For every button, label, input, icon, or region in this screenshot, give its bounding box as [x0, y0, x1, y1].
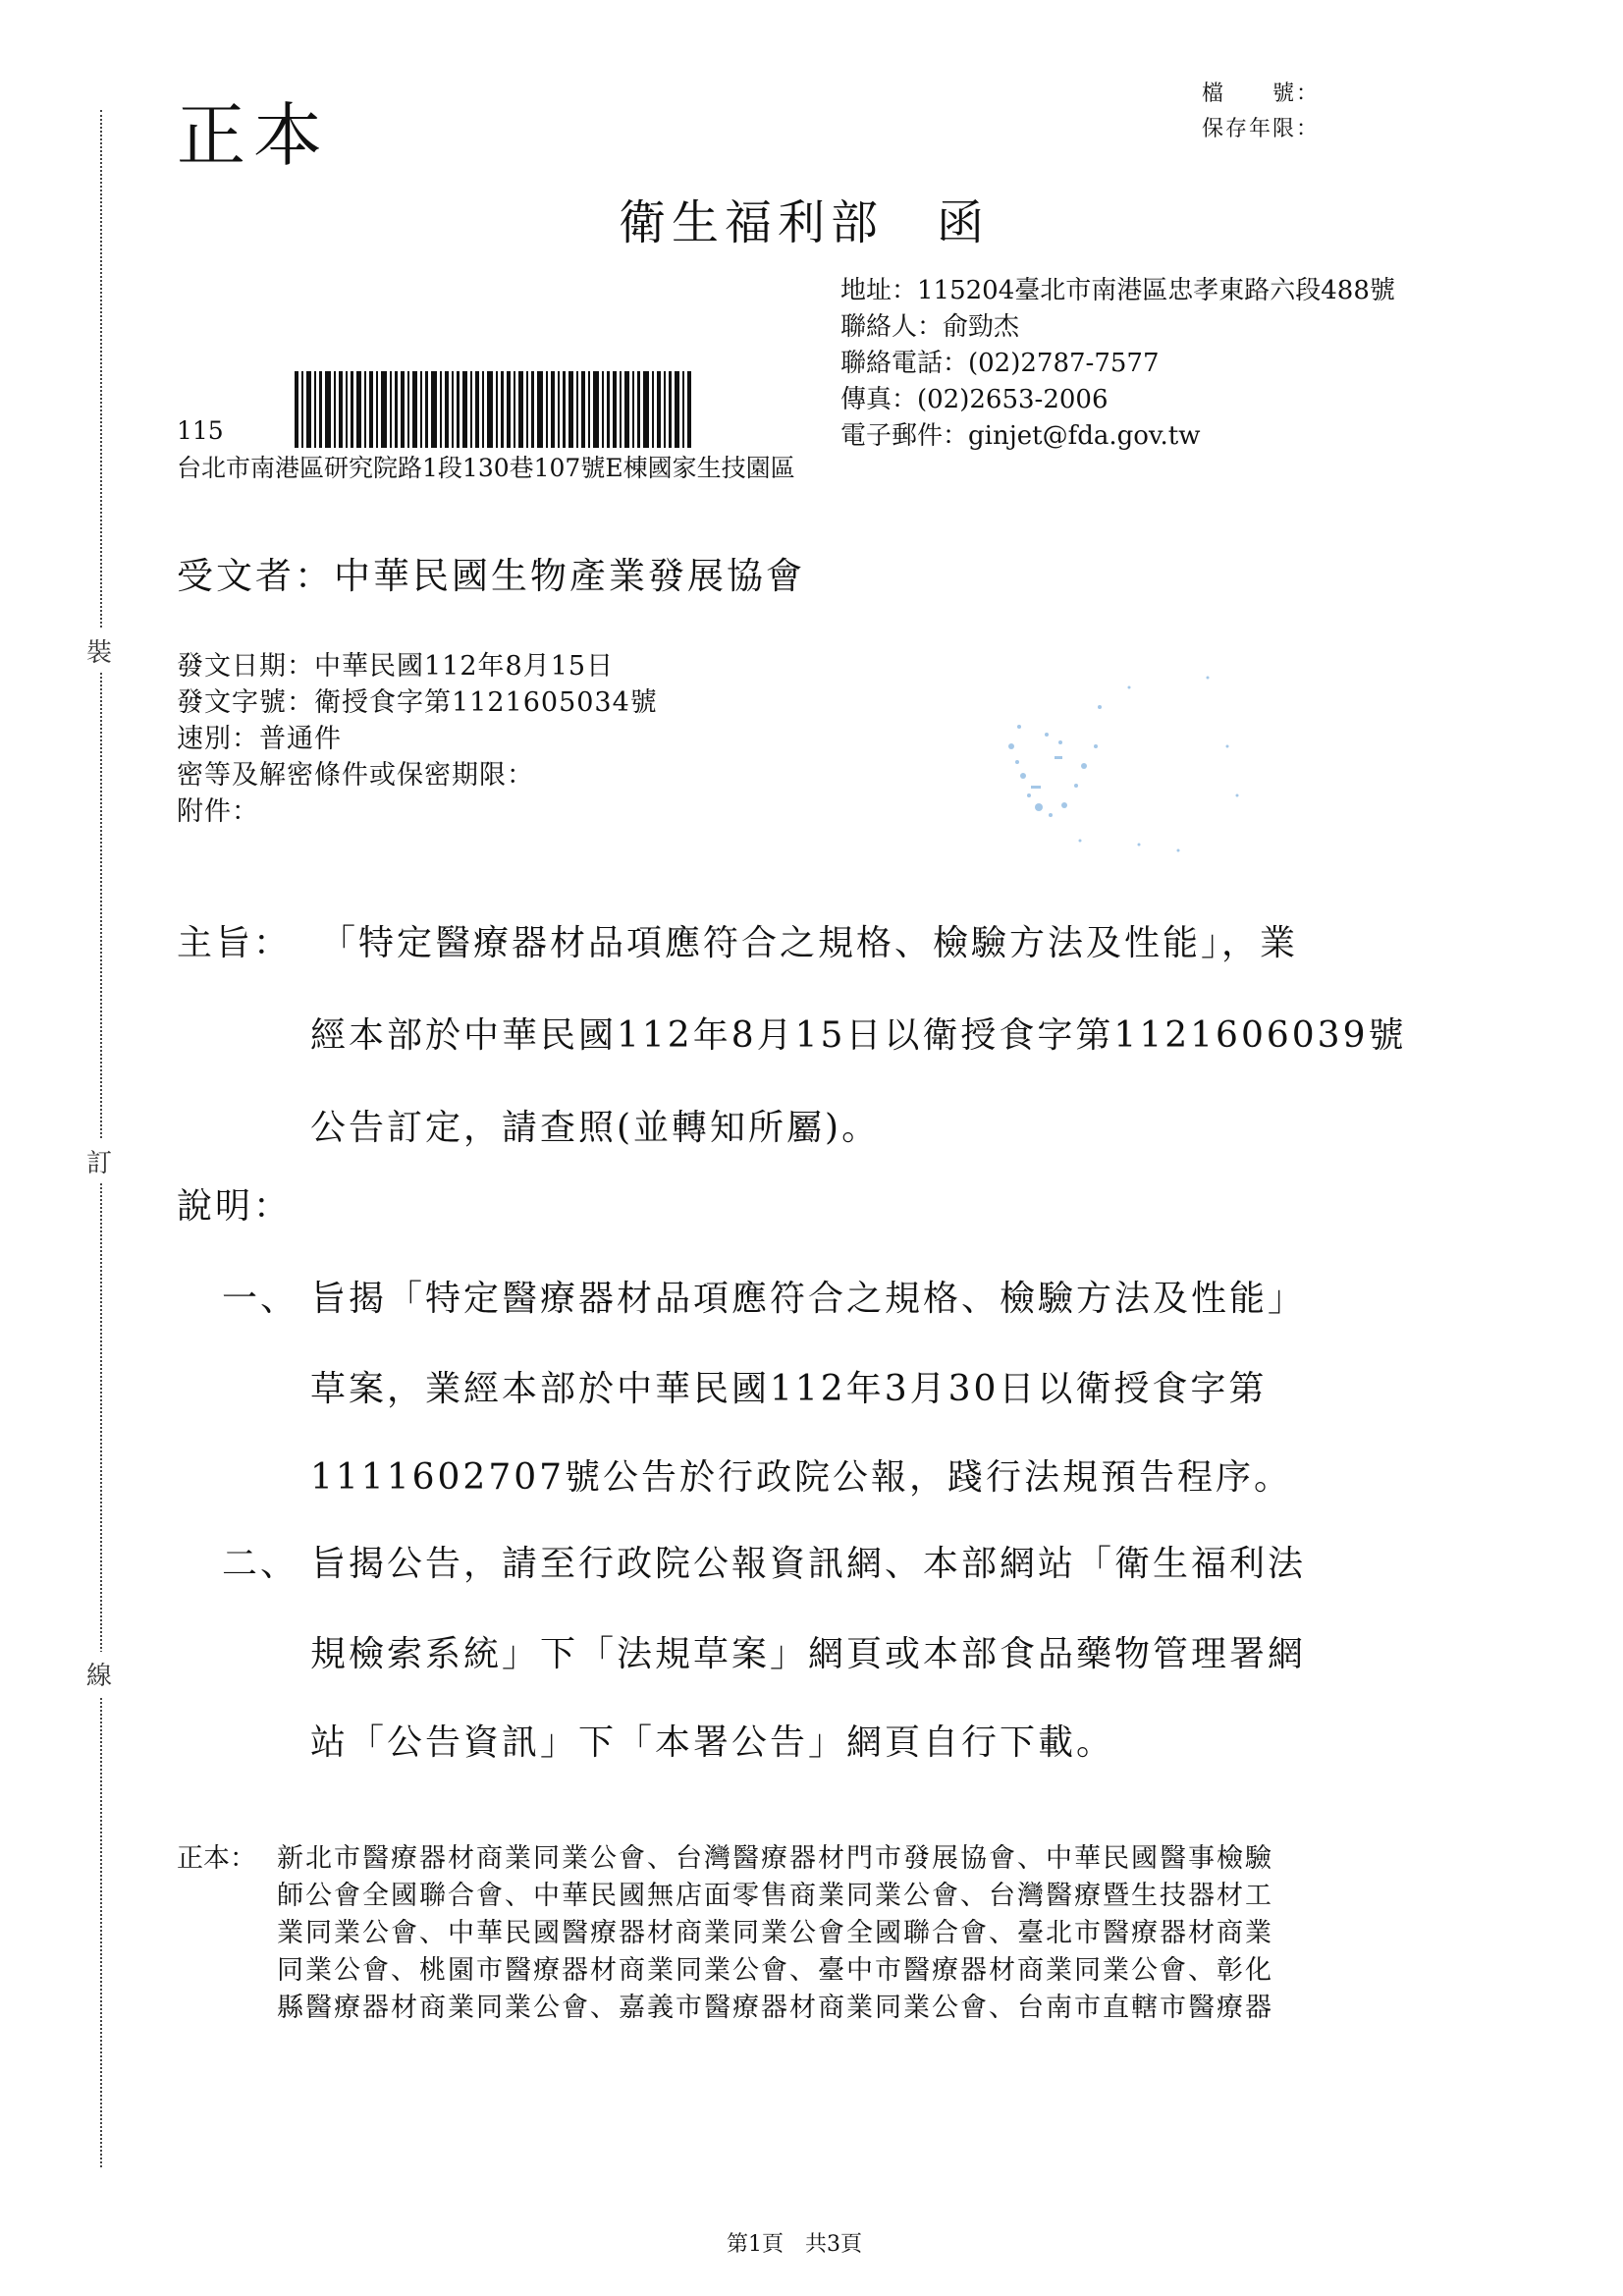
- original-stamp: 正本: [177, 95, 330, 176]
- sender-info: [840, 273, 1395, 455]
- secrecy-level: 密等及解密條件或保密期限：: [177, 760, 534, 791]
- sender-address: 地址：115204臺北市南港區忠孝東路六段488號: [840, 276, 1395, 305]
- binding-mark-xian: 線: [86, 1652, 112, 1696]
- page-number: 第1頁 共3頁: [727, 2232, 862, 2257]
- explanation-item-line: 站「公告資訊」下「本署公告」網頁自行下載。: [310, 1722, 1115, 1763]
- cc-line: 業同業公會、中華民國醫療器材商業同業公會全國聯合會、臺北市醫療器材商業: [277, 1918, 1273, 1948]
- barcode-icon: [295, 371, 693, 448]
- retention-period-label: 保存年限：: [1202, 117, 1321, 141]
- cc-label: 正本：: [177, 1843, 256, 1874]
- sender-fax: 傳真：(02)2653-2006: [840, 385, 1109, 414]
- file-number-label: 檔 號：: [1202, 82, 1321, 106]
- speed-class: 速別：普通件: [177, 724, 342, 754]
- attachments: 附件：: [177, 796, 259, 827]
- explanation-item-line: 1111602707號公告於行政院公報，踐行法規預告程序。: [310, 1457, 1293, 1498]
- explanation-item-number: 二、: [222, 1544, 299, 1584]
- explanation-item-number: 一、: [222, 1279, 299, 1319]
- cc-line: 新北市醫療器材商業同業公會、台灣醫療器材門市發展協會、中華民國醫事檢驗: [277, 1843, 1273, 1874]
- cc-line: 縣醫療器材商業同業公會、嘉義市醫療器材商業同業公會、台南市直轄市醫療器: [277, 1993, 1273, 2023]
- receiver-address: 台北市南港區研究院路1段130巷107號E棟國家生技園區: [177, 454, 795, 482]
- cc-line: 同業公會、桃園市醫療器材商業同業公會、臺中市醫療器材商業同業公會、彰化: [277, 1955, 1273, 1986]
- sender-phone: 聯絡電話：(02)2787-7577: [840, 349, 1160, 378]
- file-meta: [1202, 77, 1320, 147]
- binding-mark-zhuang: 裝: [86, 629, 112, 673]
- cc-line: 師公會全國聯合會、中華民國無店面零售商業同業公會、台灣醫療暨生技器材工: [277, 1881, 1273, 1911]
- subject-line: 「特定醫療器材品項應符合之規格、檢驗方法及性能」，業: [320, 923, 1299, 963]
- explanation-label: 說明：: [177, 1186, 293, 1227]
- explanation-item-line: 草案，業經本部於中華民國112年3月30日以衛授食字第: [310, 1369, 1268, 1409]
- sender-email: 電子郵件：ginjet@fda.gov.tw: [840, 421, 1201, 451]
- explanation-item-line: 規檢索系統」下「法規草案」網頁或本部食品藥物管理署網: [310, 1634, 1307, 1674]
- subject-line: 經本部於中華民國112年8月15日以衛授食字第1121606039號: [310, 1015, 1407, 1056]
- explanation-item-line: 旨揭公告，請至行政院公報資訊網、本部網站「衛生福利法: [310, 1544, 1307, 1584]
- document-meta: [177, 648, 658, 830]
- recipient: 受文者：中華民國生物產業發展協會: [177, 555, 805, 597]
- receiver-zip: 115: [177, 416, 224, 445]
- binding-mark-ding: 訂: [86, 1139, 112, 1183]
- document-title: 衛生福利部 函: [619, 195, 991, 250]
- seal-stamp-icon: [982, 648, 1276, 864]
- issue-date: 發文日期：中華民國112年8月15日: [177, 651, 615, 682]
- explanation-item-line: 旨揭「特定醫療器材品項應符合之規格、檢驗方法及性能」: [310, 1279, 1307, 1319]
- subject-label: 主旨：: [177, 923, 293, 963]
- sender-contact: 聯絡人：俞勁杰: [840, 312, 1020, 342]
- subject-line: 公告訂定，請查照(並轉知所屬)。: [310, 1108, 881, 1148]
- document-number: 發文字號：衛授食字第1121605034號: [177, 687, 658, 718]
